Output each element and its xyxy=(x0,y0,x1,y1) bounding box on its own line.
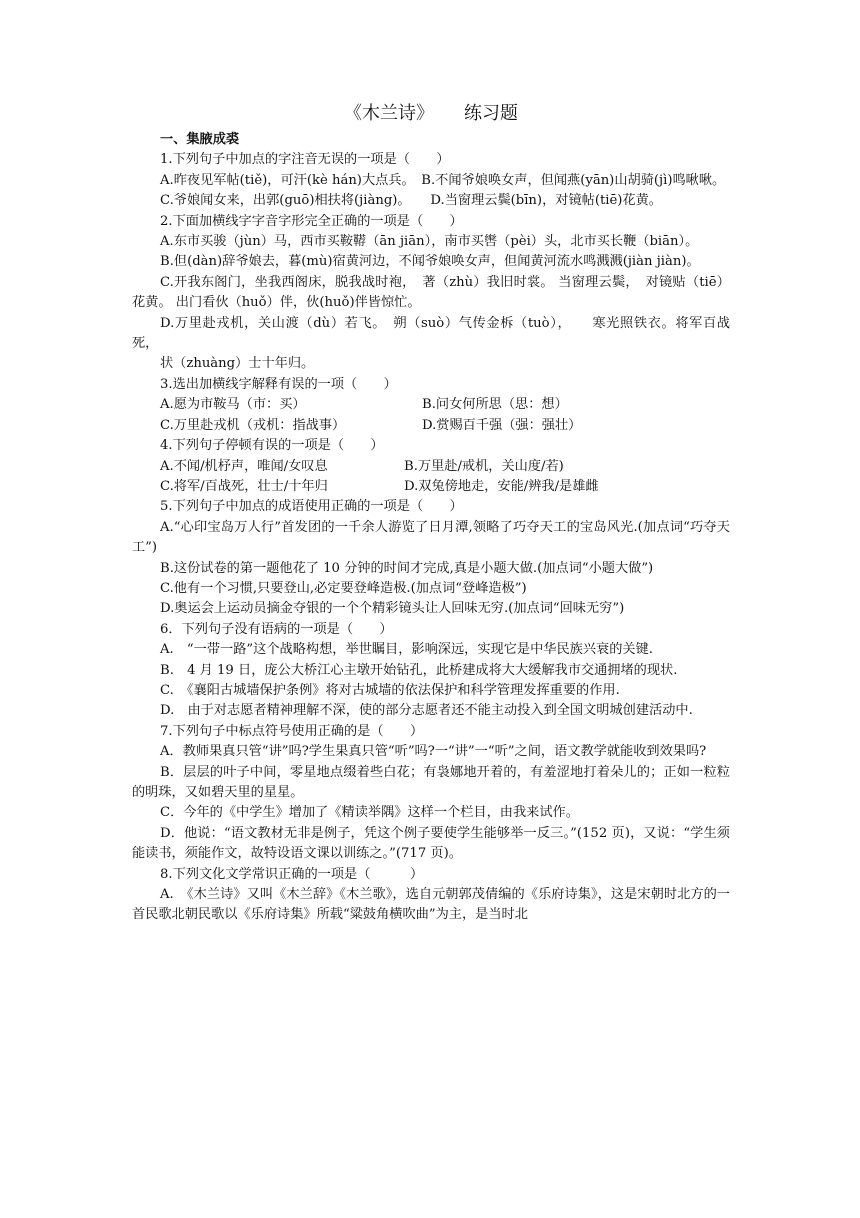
question-2-option-d-continued: 状（zhuàng）士十年归。 xyxy=(160,356,315,372)
question-4-option-d: D.双兔傍地走，安能/辨我/是雄雌 xyxy=(404,478,599,494)
question-4-row-1 xyxy=(132,457,730,477)
question-1-options-cd: C.爷娘闻女来，出郭(guō)相扶将(jiàng)。 D.当窗理云鬓(bīn)，对镜帖(tiē)花黄。 xyxy=(160,193,662,209)
document-page xyxy=(132,100,730,926)
question-6-stem: 6．下列句子没有语病的一项是（ ） xyxy=(160,621,393,637)
question-3-option-c: C.万里赴戎机（戎机：指战事） xyxy=(160,417,346,433)
question-6-option-c: C. 《襄阳古城墙保护条例》将对古城墙的依法保护和科学管理发挥重要的作用. xyxy=(160,682,620,698)
question-3-stem: 3.选出加横线字解释有误的一项（ ） xyxy=(160,376,397,392)
question-5-option-c: C.他有一个习惯,只要登山,必定要登峰造极.(加点词“登峰造极”) xyxy=(160,580,527,596)
question-8-stem: 8.下列文化文学常识正确的一项是（ ） xyxy=(160,866,424,882)
question-6-option-d: D. 由于对志愿者精神理解不深，使的部分志愿者还不能主动投入到全国文明城创建活动中. xyxy=(160,703,693,719)
question-7-stem: 7.下列句子中标点符号使用正确的是（ ） xyxy=(160,723,424,739)
question-8-option-a: A. 《木兰诗》又叫《木兰辞》《木兰歌》，选自元朝郭茂倩编的《乐府诗集》，这是宋朝时北方的一首民歌北朝民歌以《乐府诗集》所载“粱鼓角横吹曲”为主，是当时北 xyxy=(132,887,730,923)
question-5-option-b: B.这份试卷的第一题他花了 10 分钟的时间才完成,真是小题大做.(加点词“小题大做”) xyxy=(160,560,654,576)
title-main: 《木兰诗》 xyxy=(344,103,434,124)
question-3-option-d: D.赏赐百千强（强：强壮） xyxy=(422,417,582,433)
question-6-option-a: A. “一带一路”这个战略构想，举世瞩目，影响深远，实现它是中华民族兴衰的关键. xyxy=(160,642,653,658)
question-4-row-2 xyxy=(132,477,730,497)
question-3-option-a: A.愿为市鞍马（市：买） xyxy=(160,397,306,413)
question-2-option-c: C.开我东阁门，坐我西阁床，脱我战时袍， 著（zhù）我旧时裳。 当窗理云鬓， 对镜贴（tiē）花黄。 出门看伙（huǒ）伴，伙(huǒ)伴皆惊忙。 xyxy=(132,274,730,311)
question-4-option-b: B.万里赴/戒机，关山度/若) xyxy=(404,458,564,474)
section-heading: 一、集腋成裘 xyxy=(160,132,240,147)
question-3-option-b: B.问女何所思（思：想） xyxy=(422,397,568,413)
question-4-option-c: C.将军/百战死，壮士/十年归 xyxy=(160,478,328,494)
question-2-option-b: B.但(dàn)辞爷娘去，暮(mù)宿黄河边，不闻爷娘唤女声，但闻黄河流水鸣溅溅(jiàn jiàn)。 xyxy=(160,254,700,270)
question-5-stem: 5.下列句子中加点的成语使用正确的一项是（ ） xyxy=(160,499,463,515)
question-3-row-1 xyxy=(132,395,730,415)
question-7-option-c: C．今年的《中学生》增加了《精读举隅》这样一个栏目，由我来试作。 xyxy=(160,805,579,821)
question-5-option-d: D.奥运会上运动员摘金夺银的一个个精彩镜头让人回味无穷.(加点词“回味无穷”) xyxy=(160,601,625,617)
question-3-row-2 xyxy=(132,416,730,436)
question-2-option-a: A.东市买骏（jùn）马，西市买鞍鞯（ān jiān），南市买辔（pèi）头，北市买长鞭（biān）。 xyxy=(160,234,699,250)
question-6-option-b: B. 4 月 19 日，庞公大桥江心主墩开始钻孔，此桥建成将大大缓解我市交通拥堵的现状. xyxy=(160,662,678,678)
question-7-option-a: A．教师果真只管“讲”吗?学生果真只管“听”吗?一“讲”一“听”之间，语文教学就能收到效果吗? xyxy=(160,744,707,760)
question-4-option-a: A.不闻/机杼声，唯闻/女叹息 xyxy=(160,458,328,474)
question-1-stem: 1.下列句子中加点的字注音无误的一项是（ ） xyxy=(160,152,450,168)
question-2-stem: 2.下面加横线字字音字形完全正确的一项是（ ） xyxy=(160,213,463,229)
question-2-option-d: D.万里赴戎机，关山渡（dù）若飞。 朔（suò）气传金柝（tuò）， 寒光照铁衣。将军百战死， xyxy=(132,315,730,352)
question-7-option-d: D．他说：“语文教材无非是例子，凭这个例子要使学生能够举一反三。”(152 页)，又说：“学生须能读书，须能作文，故特设语文课以训练之。”(717 页)。 xyxy=(132,825,730,862)
question-4-stem: 4.下列句子停顿有误的一项是（ ） xyxy=(160,438,384,454)
question-7-option-b: B．层层的叶子中间，零星地点缀着些白花；有袅娜地开着的，有羞涩地打着朵儿的；正如一粒粒的明珠，又如碧天里的星星。 xyxy=(132,764,730,800)
question-1-options-ab: A.昨夜见军帖(tiě)，可汗(kè hán)大点兵。 B.不闻爷娘唤女声，但闻燕(yān)山胡骑(jì)鸣啾啾。 xyxy=(160,172,726,188)
title-sub: 练习题 xyxy=(464,103,518,124)
page-title xyxy=(132,100,730,128)
question-5-option-a: A.“心印宝岛万人行”首发团的一千余人游览了日月潭,领略了巧夺天工的宝岛风光.(加点词“巧夺天工”) xyxy=(132,519,730,556)
